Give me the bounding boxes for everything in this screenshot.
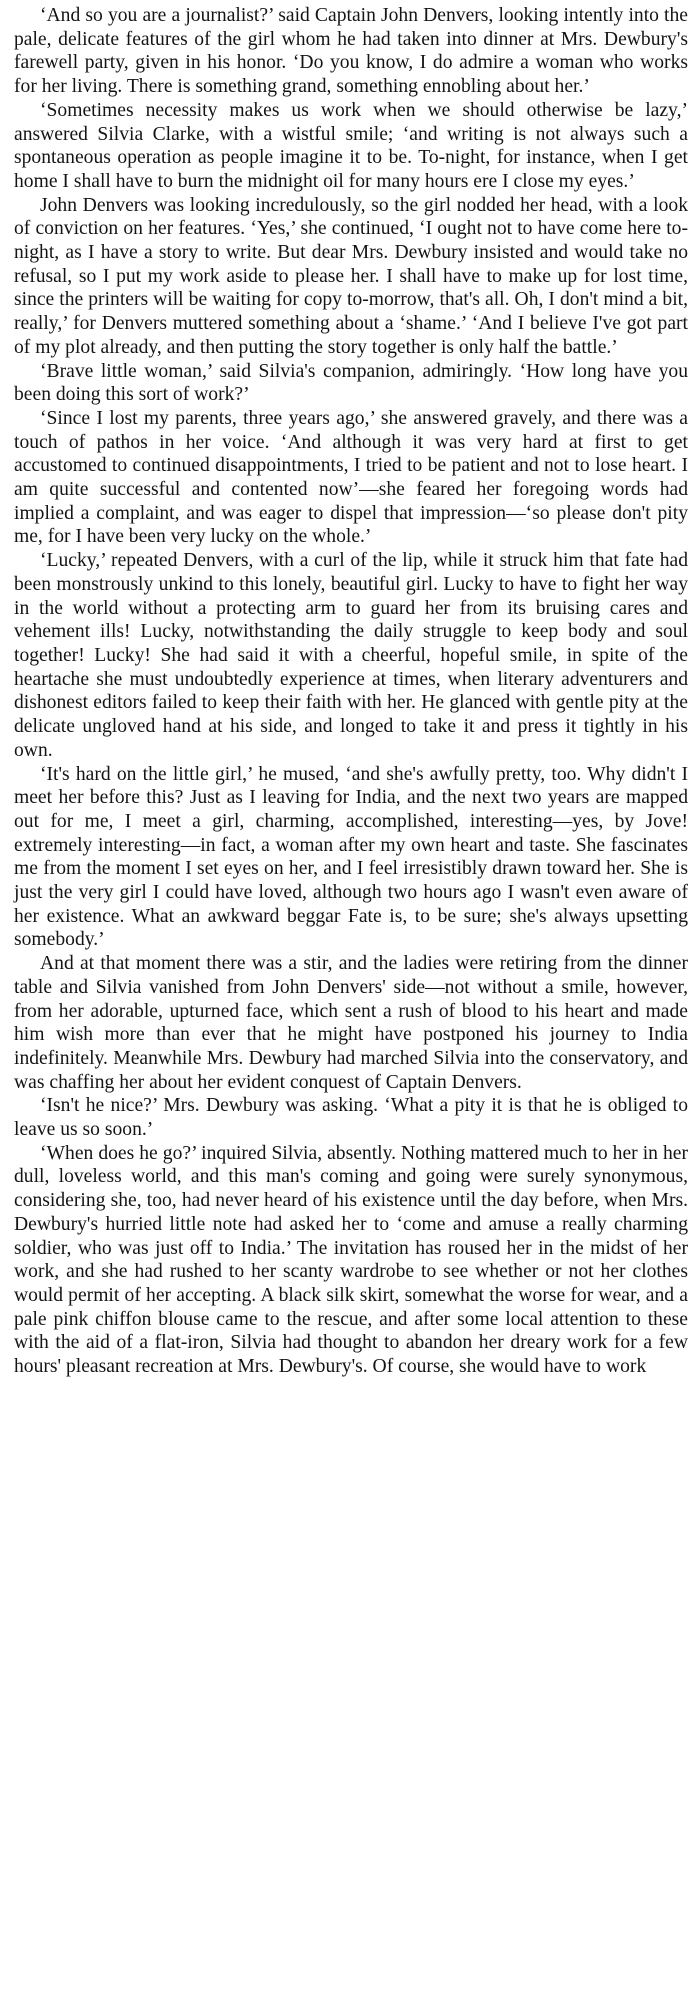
story-paragraph: ‘Since I lost my parents, three years ago,’ she answered gravely, and there was a touch of pathos in her voice. ‘And although it was very hard at first to get accustomed to continued disappointments, I tried to be patient and not to lose heart. I am quite successful and contented now’—she feared her foregoing words had implied a complaint, and was eager to dispel that impression—‘so please don't pity me, for I have been very lucky on the whole.’ bbox=[14, 407, 688, 548]
newspaper-story-column bbox=[14, 4, 688, 1379]
story-paragraph: ‘Isn't he nice?’ Mrs. Dewbury was asking. ‘What a pity it is that he is obliged to leave us so soon.’ bbox=[14, 1095, 688, 1141]
story-paragraph: And at that moment there was a stir, and the ladies were retiring from the dinner table and Silvia vanished from John Denvers' side—not without a smile, however, from her adorable, upturned face, which sent a rush of blood to his heart and made him wish more than ever that he might have postponed his journey to India indefinitely. Meanwhile Mrs. Dewbury had marched Silvia into the conservatory, and was chaffing her about her evident conquest of Captain Denvers. bbox=[14, 953, 688, 1093]
story-paragraph: ‘Brave little woman,’ said Silvia's companion, admiringly. ‘How long have you been doing this sort of work?’ bbox=[14, 360, 688, 406]
story-paragraph: ‘Sometimes necessity makes us work when we should otherwise be lazy,’ answered Silvia Clarke, with a wistful smile; ‘and writing is not always such a spontaneous operation as people imagine it to be. To-night, for instance, when I get home I shall have to burn the midnight oil for many hours ere I close my eyes.’ bbox=[14, 99, 688, 192]
story-paragraph: ‘It's hard on the little girl,’ he mused, ‘and she's awfully pretty, too. Why didn't I meet her before this? Just as I leaving for India, and the next two years are mapped out for me, I meet a girl, charming, accomplished, interesting—yes, by Jove! extremely interesting—in fact, a woman after my own heart and taste. She fascinates me from the moment I set eyes on her, and I feel irresistibly drawn toward her. She is just the very girl I could have loved, although two hours ago I wasn't even aware of her existence. What an awkward beggar Fate is, to be sure; she's always upsetting somebody.’ bbox=[14, 763, 688, 951]
story-paragraph: John Denvers was looking incredulously, so the girl nodded her head, with a look of conviction on her features. ‘Yes,’ she continued, ‘I ought not to have come here to-night, as I have a story to write. But dear Mrs. Dewbury insisted and would take no refusal, so I put my work aside to please her. I shall have to make up for lost time, since the printers will be waiting for copy to-morrow, that's all. Oh, I don't mind a bit, really,’ for Denvers muttered something about a ‘shame.’ ‘And I believe I've got part of my plot already, and then putting the story together is only half the battle.’ bbox=[14, 194, 688, 358]
story-paragraph: ‘And so you are a journalist?’ said Captain John Denvers, looking intently into the pale, delicate features of the girl whom he had taken into dinner at Mrs. Dewbury's farewell party, given in his honor. ‘Do you know, I do admire a woman who works for her living. There is something grand, something ennobling about her.’ bbox=[14, 5, 688, 98]
story-paragraph: ‘Lucky,’ repeated Denvers, with a curl of the lip, while it struck him that fate had been monstrously unkind to this lonely, beautiful girl. Lucky to have to fight her way in the world without a protecting arm to guard her from its bruising cares and vehement ills! Lucky, notwithstanding the daily struggle to keep body and soul together! Lucky! She had said it with a cheerful, hopeful smile, in spite of the heartache she must undoubtedly experience at times, when literary adventurers and dishonest editors failed to keep their faith with her. He glanced with gentle pity at the delicate ungloved hand at his side, and longed to take it and press it tightly in his own. bbox=[14, 550, 688, 761]
story-paragraph: ‘When does he go?’ inquired Silvia, absently. Nothing mattered much to her in her dull, loveless world, and this man's coming and going were surely synonymous, considering she, too, had never heard of his existence until the day before, when Mrs. Dewbury's hurried little note had asked her to ‘come and amuse a really charming soldier, who was just off to India.’ The invitation has roused her in the midst of her work, and she had rushed to her scanty wardrobe to see whether or not her clothes would permit of her accepting. A black silk skirt, somewhat the worse for wear, and a pale pink chiffon blouse came to the rescue, and after some local attention to these with the aid of a flat-iron, Silvia had thought to abandon her dreary work for a few hours' pleasant recreation at Mrs. Dewbury's. Of course, she would have to work bbox=[14, 1142, 688, 1378]
